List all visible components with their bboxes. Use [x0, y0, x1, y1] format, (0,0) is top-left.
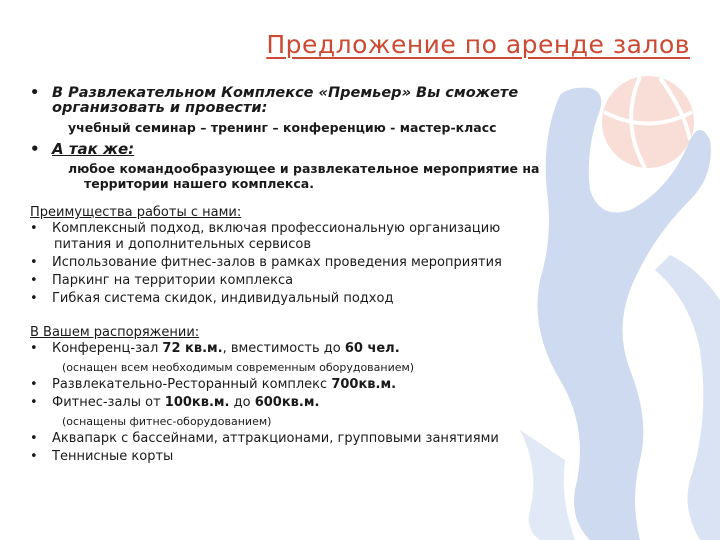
facility-fitness-note: (оснащены фитнес-оборудованием): [62, 415, 272, 428]
intro-bullet-2-sub-line1: любое командообразующее и развлекательное мероприятие на: [68, 161, 540, 176]
advantage-item: [30, 255, 620, 271]
intro-bullet-1-sub: учебный семинар – тренинг – конференцию - мастер-класс: [68, 120, 497, 135]
advantage-item: [30, 273, 620, 289]
facility-fitness: [52, 395, 620, 411]
facility-conference-area: 72 кв.м.: [162, 341, 223, 356]
advantage-item-3: Паркинг на территории комплекса: [52, 273, 294, 288]
advantage-item-4: Гибкая система скидок, индивидуальный подход: [52, 291, 394, 306]
bullet-icon: •: [30, 341, 38, 356]
facilities-heading: В Вашем распоряжении:: [30, 325, 200, 340]
facility-tennis: Теннисные корты: [52, 449, 174, 464]
bullet-icon: •: [30, 449, 38, 464]
intro-bullet-2-sub: [30, 161, 620, 191]
facility-conference-note: (оснащен всем необходимым современным оборудованием): [62, 361, 415, 374]
facility-aquapark: Аквапарк с бассейнами, аттракционами, групповыми занятиями: [52, 431, 499, 446]
page-title: Предложение по аренде залов: [266, 30, 690, 59]
advantage-item-2: Использование фитнес-залов в рамках проведения мероприятия: [52, 255, 502, 270]
facility-item: [30, 395, 620, 411]
facility-restaurant: [52, 377, 620, 393]
facility-conference: [52, 341, 620, 357]
intro-bullet-2-sub-line2: территории нашего комплекса.: [84, 176, 314, 191]
facility-item: [30, 341, 620, 357]
facility-restaurant-label: Развлекательно-Ресторанный комплекс: [52, 377, 332, 392]
facility-restaurant-area: 700кв.м.: [331, 377, 397, 392]
facility-fitness-min: 100кв.м.: [164, 395, 230, 410]
advantage-item: [30, 221, 620, 253]
intro-bullet-1-line1: В Развлекательном Комплексе «Премьер» Вы сможете: [52, 85, 519, 101]
bullet-icon: •: [30, 255, 38, 270]
bullet-icon: •: [30, 273, 38, 288]
bullet-icon: •: [30, 291, 38, 306]
facility-item: [30, 449, 620, 465]
facility-item: [30, 431, 620, 447]
intro-bullet-2-text: А так же:: [52, 140, 135, 158]
bullet-icon: •: [30, 395, 38, 410]
advantage-item: [30, 291, 620, 307]
bullet-icon: •: [30, 431, 38, 446]
advantage-item-1-line1: Комплексный подход, включая профессиональную организацию: [52, 221, 501, 236]
facility-conference-capacity: 60 чел.: [344, 341, 400, 356]
facility-conference-label: Конференц-зал: [52, 341, 163, 356]
intro-bullet-1-line2: организовать и провести:: [52, 100, 268, 116]
facility-fitness-label: Фитнес-залы от: [52, 395, 165, 410]
intro-bullet-1: [30, 86, 620, 116]
advantages-heading: Преимущества работы с нами:: [30, 205, 242, 220]
bullet-icon: •: [30, 221, 38, 236]
facility-conference-capacity-label: , вместимость до: [222, 341, 345, 356]
facility-item: [30, 377, 620, 393]
advantage-item-1-line2: питания и дополнительных сервисов: [54, 237, 312, 252]
main-content: [30, 86, 620, 465]
bullet-icon: •: [30, 377, 38, 392]
facility-fitness-to: до: [229, 395, 255, 410]
facility-fitness-max: 600кв.м.: [254, 395, 320, 410]
intro-bullet-2: [30, 142, 620, 157]
bullet-icon: •: [30, 140, 40, 158]
bullet-icon: •: [30, 85, 40, 101]
